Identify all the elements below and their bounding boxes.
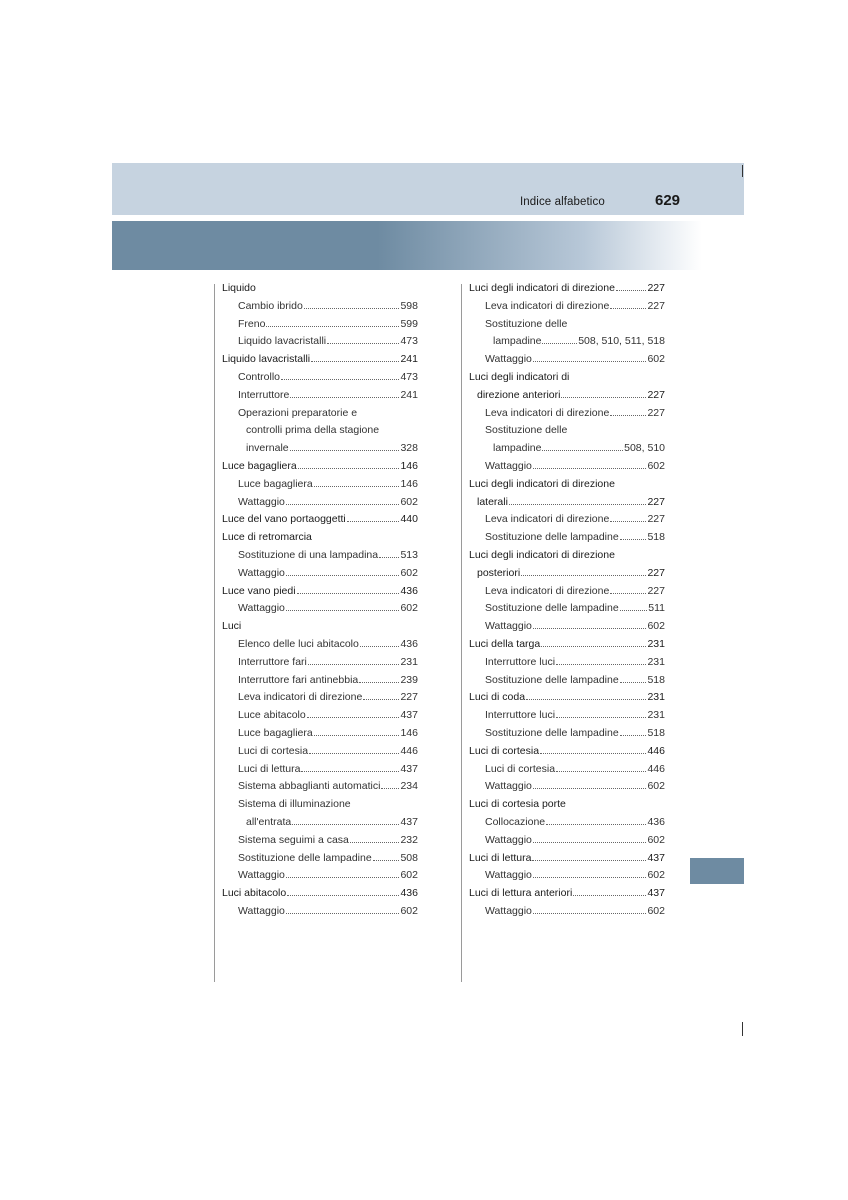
index-entry — [222, 369, 418, 387]
dot-leader — [620, 735, 647, 736]
dot-leader — [561, 397, 646, 398]
entry-page-ref[interactable]: 511 — [648, 602, 665, 615]
entry-label: Wattaggio — [238, 566, 285, 579]
index-entry — [469, 600, 665, 618]
index-entry — [469, 351, 665, 369]
dot-leader — [533, 842, 647, 843]
index-column-right — [469, 280, 665, 921]
entry-label: Sostituzione delle lampadine — [485, 726, 619, 739]
entry-label: Luce vano piedi — [222, 584, 296, 597]
entry-page-ref[interactable]: 602 — [647, 353, 665, 366]
entry-label: Leva indicatori di direzione — [485, 406, 610, 419]
entry-page-ref[interactable]: 602 — [647, 459, 665, 472]
index-entry — [222, 672, 418, 690]
entry-label: Operazioni preparatorie e — [238, 406, 358, 419]
index-entry — [469, 743, 665, 761]
entry-page-ref[interactable]: 602 — [647, 869, 665, 882]
entry-label: Wattaggio — [485, 904, 532, 917]
index-entry — [469, 796, 665, 814]
index-column-left — [222, 280, 418, 921]
entry-page-ref[interactable]: 508, 510, 511, 518 — [578, 335, 665, 348]
entry-page-ref[interactable]: 227 — [647, 495, 665, 508]
index-entry — [469, 440, 665, 458]
entry-label: invernale — [246, 442, 289, 455]
entry-label: Luci di coda — [469, 691, 526, 704]
entry-label: Cambio ibrido — [238, 299, 303, 312]
dot-leader — [281, 379, 399, 380]
header-band — [112, 163, 744, 215]
entry-page-ref[interactable]: 602 — [647, 833, 665, 846]
entry-label: Luce bagagliera — [222, 459, 297, 472]
index-entry — [222, 707, 418, 725]
entry-page-ref[interactable]: 446 — [647, 744, 665, 757]
index-entry — [222, 814, 418, 832]
dot-leader — [532, 860, 646, 861]
entry-label: Sistema di illuminazione — [238, 798, 351, 811]
dot-leader — [556, 771, 646, 772]
index-entry — [222, 387, 418, 405]
dot-leader — [286, 877, 400, 878]
index-entry — [469, 867, 665, 885]
index-entry — [469, 814, 665, 832]
dot-leader — [546, 824, 646, 825]
entry-page-ref[interactable]: 436 — [400, 887, 418, 900]
entry-label: Wattaggio — [485, 780, 532, 793]
index-entry — [469, 547, 665, 565]
entry-label: Wattaggio — [485, 833, 532, 846]
entry-page-ref[interactable]: 437 — [400, 762, 418, 775]
dot-leader — [327, 343, 399, 344]
entry-label: Luci della targa — [469, 637, 541, 650]
dot-leader — [542, 343, 577, 344]
dot-leader — [556, 717, 646, 718]
index-entry — [222, 405, 418, 423]
index-entry — [469, 778, 665, 796]
dot-leader — [616, 290, 647, 291]
entry-label: Leva indicatori di direzione — [238, 691, 363, 704]
entry-page-ref[interactable]: 241 — [400, 353, 418, 366]
entry-page-ref[interactable]: 508, 510 — [624, 442, 665, 455]
entry-label: Sostituzione delle lampadine — [485, 602, 619, 615]
entry-page-ref[interactable]: 227 — [647, 406, 665, 419]
entry-label: Interruttore — [238, 388, 290, 401]
index-entry — [469, 529, 665, 547]
index-entry — [469, 280, 665, 298]
dot-leader — [287, 895, 399, 896]
entry-page-ref[interactable]: 513 — [400, 548, 418, 561]
entry-page-ref[interactable]: 440 — [400, 513, 418, 526]
index-entry — [469, 903, 665, 921]
dot-leader — [363, 699, 399, 700]
dot-leader — [521, 575, 646, 576]
entry-label: Luci — [222, 620, 242, 633]
index-entry — [469, 850, 665, 868]
entry-label: Luci di lettura — [238, 762, 301, 775]
entry-label: Luci di cortesia — [485, 762, 556, 775]
index-entry — [222, 618, 418, 636]
entry-page-ref[interactable]: 598 — [400, 299, 418, 312]
entry-page-ref[interactable]: 436 — [400, 584, 418, 597]
entry-label: Wattaggio — [238, 602, 285, 615]
index-entry — [222, 333, 418, 351]
entry-label: Interruttore luci — [485, 655, 556, 668]
entry-label: direzione anteriori — [477, 388, 561, 401]
index-entry — [222, 529, 418, 547]
entry-label: lampadine — [493, 335, 542, 348]
index-entry — [469, 387, 665, 405]
dot-leader — [610, 415, 646, 416]
dot-leader — [533, 628, 647, 629]
entry-page-ref[interactable]: 227 — [647, 282, 665, 294]
entry-page-ref[interactable]: 602 — [400, 602, 418, 615]
dot-leader — [620, 610, 648, 611]
entry-label: Luce bagagliera — [238, 477, 313, 490]
entry-label: Luci di cortesia porte — [469, 798, 566, 811]
index-entry — [469, 476, 665, 494]
dot-leader — [509, 504, 647, 505]
entry-label: posteriori — [477, 566, 521, 579]
index-entry — [222, 458, 418, 476]
index-entry — [469, 511, 665, 529]
entry-label: Luce del vano portaoggetti — [222, 513, 346, 526]
entry-page-ref[interactable]: 227 — [647, 513, 665, 526]
index-entry — [222, 494, 418, 512]
entry-page-ref[interactable]: 473 — [400, 335, 418, 348]
entry-label: Sistema abbaglianti automatici — [238, 780, 381, 793]
index-entry — [222, 298, 418, 316]
dot-leader — [360, 646, 400, 647]
entry-label: Controllo — [238, 370, 281, 383]
dot-leader — [311, 361, 399, 362]
entry-page-ref[interactable]: 473 — [400, 370, 418, 383]
entry-page-ref[interactable]: 602 — [647, 620, 665, 633]
entry-label: Luce abitacolo — [238, 709, 306, 722]
index-entry — [222, 316, 418, 334]
entry-page-ref[interactable]: 437 — [400, 709, 418, 722]
entry-label: Sistema seguimi a casa — [238, 833, 349, 846]
dot-leader — [307, 717, 400, 718]
index-entry — [469, 672, 665, 690]
dot-leader — [540, 753, 646, 754]
entry-label: Luce bagagliera — [238, 726, 313, 739]
entry-page-ref[interactable]: 446 — [400, 744, 418, 757]
entry-label: Collocazione — [485, 815, 546, 828]
index-entry — [469, 458, 665, 476]
dot-leader — [286, 575, 400, 576]
entry-label: Wattaggio — [238, 904, 285, 917]
dot-leader — [610, 521, 646, 522]
section-title: Indice alfabetico — [520, 196, 605, 208]
entry-page-ref[interactable]: 602 — [400, 495, 418, 508]
dot-leader — [297, 593, 400, 594]
dot-leader — [286, 610, 400, 611]
dot-leader — [526, 699, 646, 700]
dot-leader — [359, 682, 399, 683]
index-entry — [222, 422, 418, 440]
dot-leader — [314, 735, 400, 736]
index-entry — [222, 796, 418, 814]
entry-label: Leva indicatori di direzione — [485, 584, 610, 597]
entry-label: Wattaggio — [485, 459, 532, 472]
dot-leader — [373, 860, 400, 861]
entry-page-ref[interactable]: 508 — [400, 851, 418, 864]
index-entry — [222, 867, 418, 885]
entry-page-ref[interactable]: 241 — [400, 388, 418, 401]
page-number: 629 — [655, 192, 681, 209]
entry-label: laterali — [477, 495, 508, 508]
index-entry — [222, 654, 418, 672]
index-entry — [469, 832, 665, 850]
entry-page-ref[interactable]: 436 — [400, 637, 418, 650]
entry-page-ref[interactable]: 436 — [647, 815, 665, 828]
crop-mark-bottom — [742, 1022, 743, 1036]
crop-mark-top — [742, 165, 743, 177]
entry-page-ref[interactable]: 231 — [647, 709, 665, 722]
index-entry — [222, 583, 418, 601]
index-entry — [222, 778, 418, 796]
entry-label: Sostituzione delle lampadine — [238, 851, 372, 864]
entry-label: Sostituzione di una lampadina — [238, 548, 379, 561]
index-entry — [469, 298, 665, 316]
dot-leader — [533, 877, 647, 878]
entry-page-ref[interactable]: 518 — [647, 726, 665, 739]
index-entry — [222, 761, 418, 779]
entry-page-ref[interactable]: 227 — [647, 299, 665, 312]
index-entry — [222, 903, 418, 921]
index-entry — [222, 600, 418, 618]
entry-label: Leva indicatori di direzione — [485, 513, 610, 526]
index-entry — [469, 405, 665, 423]
entry-page-ref[interactable]: 231 — [400, 655, 418, 668]
entry-label: Luci di cortesia — [469, 744, 540, 757]
dot-leader — [309, 753, 399, 754]
dot-leader — [542, 450, 623, 451]
entry-page-ref[interactable]: 518 — [647, 673, 665, 686]
entry-page-ref[interactable]: 146 — [400, 459, 418, 472]
entry-page-ref[interactable]: 239 — [400, 673, 418, 686]
entry-label: Freno — [238, 317, 266, 330]
dot-leader — [533, 468, 647, 469]
entry-label: Luci degli indicatori di direzione — [469, 548, 615, 561]
entry-page-ref[interactable]: 602 — [647, 780, 665, 793]
index-entry — [222, 511, 418, 529]
entry-page-ref[interactable]: 328 — [400, 442, 418, 455]
entry-label: controlli prima della stagione — [246, 424, 380, 437]
index-entry — [469, 369, 665, 387]
index-entry — [469, 316, 665, 334]
dot-leader — [533, 913, 647, 914]
dot-leader — [308, 664, 400, 665]
index-entry — [222, 885, 418, 903]
left-column-rule — [214, 284, 215, 982]
entry-label: Luci degli indicatori di — [469, 370, 570, 383]
right-column-rule — [461, 284, 462, 982]
entry-label: Luci degli indicatori di direzione — [469, 477, 615, 490]
entry-label: Luci abitacolo — [222, 887, 287, 900]
dot-leader — [379, 557, 399, 558]
entry-label: Wattaggio — [485, 620, 532, 633]
entry-label: Liquido lavacristalli — [222, 353, 311, 366]
entry-page-ref[interactable]: 602 — [400, 904, 418, 917]
dot-leader — [290, 397, 399, 398]
index-entry — [222, 725, 418, 743]
entry-page-ref[interactable]: 518 — [647, 531, 665, 544]
dot-leader — [286, 913, 400, 914]
entry-label: Liquido — [222, 282, 256, 294]
index-entry — [469, 565, 665, 583]
dot-leader — [381, 788, 399, 789]
entry-label: Interruttore fari — [238, 655, 307, 668]
index-entry — [469, 583, 665, 601]
index-entry — [469, 885, 665, 903]
dot-leader — [304, 308, 400, 309]
index-entry — [222, 636, 418, 654]
index-thumb-tab — [690, 858, 744, 884]
entry-page-ref[interactable]: 437 — [647, 851, 665, 864]
index-entry — [469, 636, 665, 654]
entry-label: Sostituzione delle lampadine — [485, 673, 619, 686]
entry-page-ref[interactable]: 231 — [647, 691, 665, 704]
entry-label: Sostituzione delle — [485, 317, 568, 330]
index-entry — [222, 565, 418, 583]
entry-label: Wattaggio — [485, 353, 532, 366]
entry-page-ref[interactable]: 232 — [400, 833, 418, 846]
dot-leader — [556, 664, 646, 665]
entry-label: Luci degli indicatori di direzione — [469, 282, 615, 294]
dot-leader — [266, 326, 399, 327]
entry-label: Wattaggio — [238, 495, 285, 508]
dot-leader — [314, 486, 400, 487]
dot-leader — [298, 468, 400, 469]
dot-leader — [541, 646, 646, 647]
dot-leader — [610, 308, 646, 309]
index-entry — [222, 440, 418, 458]
entry-page-ref[interactable]: 437 — [647, 887, 665, 900]
entry-page-ref[interactable]: 231 — [647, 655, 665, 668]
entry-page-ref[interactable]: 437 — [400, 815, 418, 828]
entry-label: Interruttore luci — [485, 709, 556, 722]
dot-leader — [301, 771, 399, 772]
dot-leader — [573, 895, 646, 896]
entry-label: Interruttore fari antinebbia — [238, 673, 359, 686]
dot-leader — [620, 539, 647, 540]
entry-label: Luci di lettura — [469, 851, 532, 864]
index-entry — [222, 850, 418, 868]
dot-leader — [292, 824, 399, 825]
index-entry — [222, 743, 418, 761]
entry-label: Sostituzione delle — [485, 424, 568, 437]
index-entry — [222, 351, 418, 369]
index-entry — [469, 422, 665, 440]
dot-leader — [533, 361, 647, 362]
entry-page-ref[interactable]: 602 — [400, 869, 418, 882]
entry-page-ref[interactable]: 227 — [647, 388, 665, 401]
dot-leader — [610, 593, 646, 594]
entry-label: Elenco delle luci abitacolo — [238, 637, 359, 650]
entry-page-ref[interactable]: 231 — [647, 637, 665, 650]
entry-page-ref[interactable]: 227 — [647, 566, 665, 579]
entry-label: Wattaggio — [485, 869, 532, 882]
index-entry — [469, 654, 665, 672]
entry-page-ref[interactable]: 146 — [400, 477, 418, 490]
index-entry — [222, 832, 418, 850]
dot-leader — [620, 682, 647, 683]
entry-label: lampadine — [493, 442, 542, 455]
entry-page-ref[interactable]: 227 — [647, 584, 665, 597]
index-entry — [469, 618, 665, 636]
entry-page-ref[interactable]: 146 — [400, 726, 418, 739]
dot-leader — [286, 504, 400, 505]
index-entry — [469, 333, 665, 351]
index-entry — [469, 689, 665, 707]
decorative-gradient-bar — [112, 221, 702, 270]
entry-label: Luce di retromarcia — [222, 531, 312, 544]
entry-label: Luci di lettura anteriori — [469, 887, 573, 900]
index-entry — [222, 476, 418, 494]
index-entry — [222, 280, 418, 298]
entry-page-ref[interactable]: 234 — [400, 780, 418, 793]
entry-page-ref[interactable]: 446 — [647, 762, 665, 775]
entry-label: Sostituzione delle lampadine — [485, 531, 619, 544]
entry-page-ref[interactable]: 599 — [400, 317, 418, 330]
entry-page-ref[interactable]: 602 — [400, 566, 418, 579]
index-entry — [469, 494, 665, 512]
entry-page-ref[interactable]: 227 — [400, 691, 418, 704]
entry-label: all'entrata — [246, 815, 292, 828]
entry-label: Leva indicatori di direzione — [485, 299, 610, 312]
entry-page-ref[interactable]: 602 — [647, 904, 665, 917]
dot-leader — [347, 521, 400, 522]
entry-label: Luci di cortesia — [238, 744, 309, 757]
index-entry — [469, 725, 665, 743]
dot-leader — [533, 788, 647, 789]
dot-leader — [350, 842, 400, 843]
index-entry — [222, 689, 418, 707]
index-entry — [469, 761, 665, 779]
dot-leader — [290, 450, 400, 451]
entry-label: Liquido lavacristalli — [238, 335, 327, 348]
index-entry — [222, 547, 418, 565]
entry-label: Wattaggio — [238, 869, 285, 882]
index-entry — [469, 707, 665, 725]
